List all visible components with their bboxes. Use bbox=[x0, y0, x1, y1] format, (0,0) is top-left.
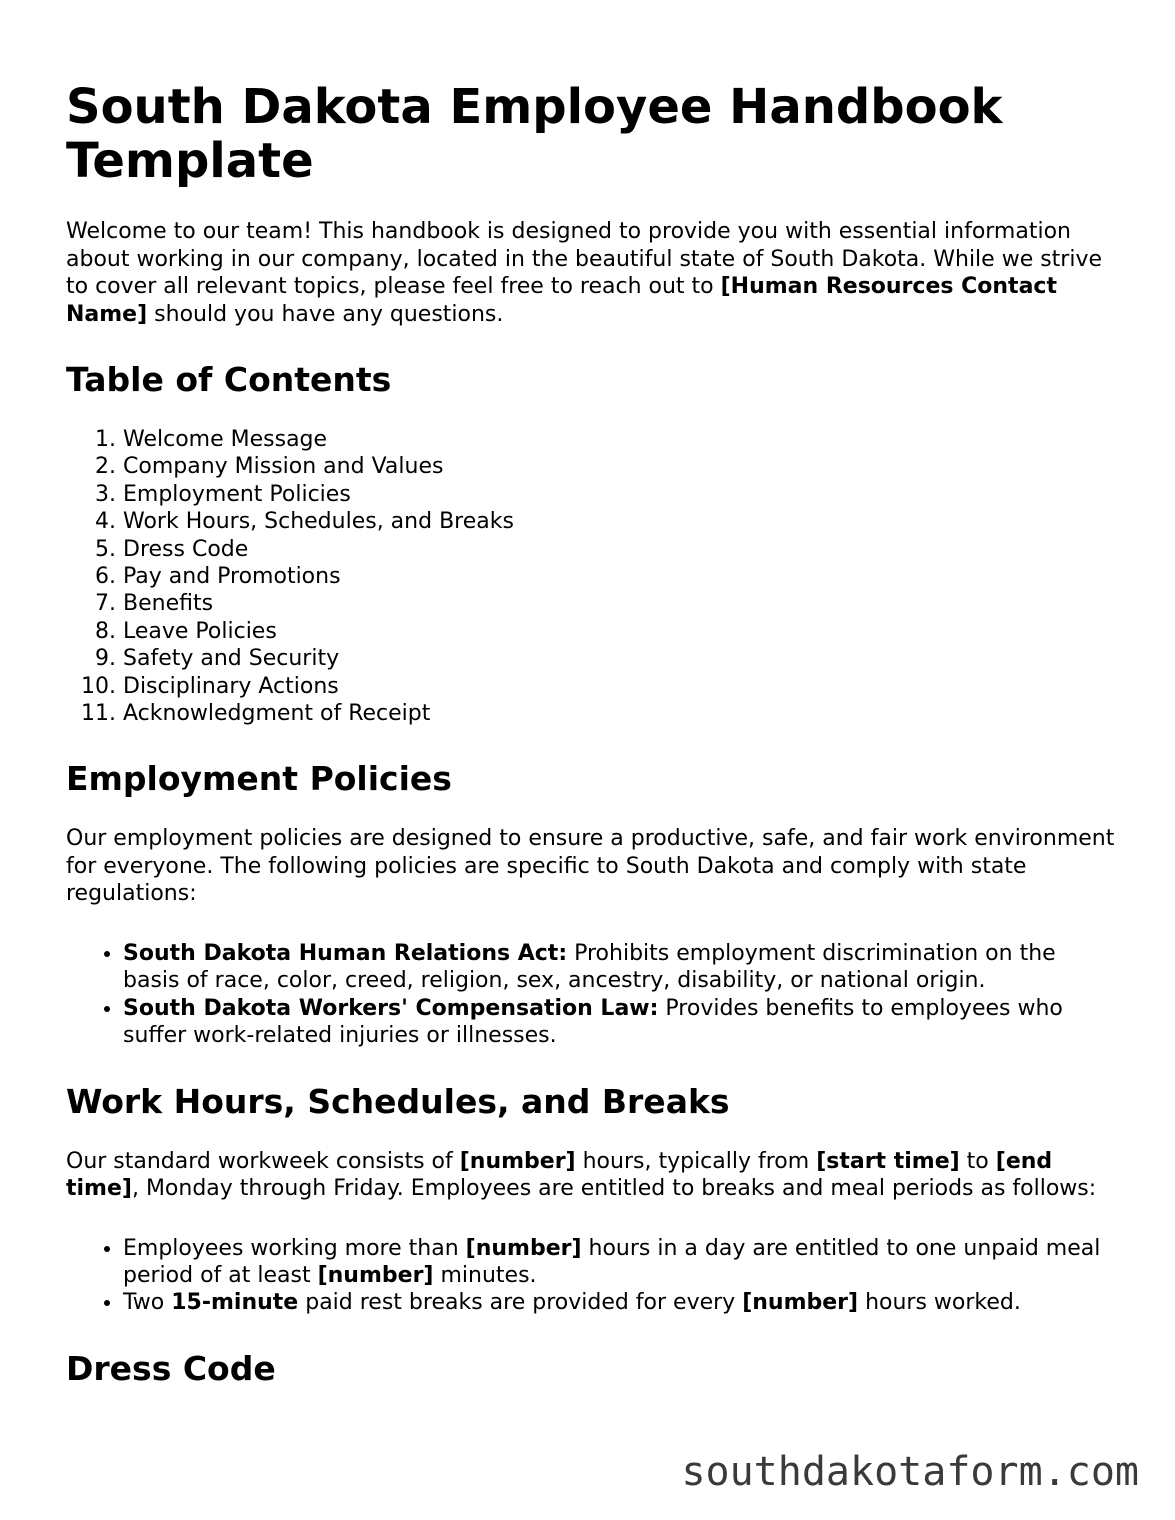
policy-term: South Dakota Workers' Compensation Law: bbox=[123, 995, 659, 1021]
text-run: Our standard workweek consists of bbox=[66, 1148, 460, 1174]
toc-item: 10. Disciplinary Actions bbox=[123, 673, 1116, 700]
breaks-list bbox=[66, 1235, 1116, 1317]
employment-policies-heading: Employment Policies bbox=[66, 759, 452, 799]
text-run: , Monday through Friday. Employees are entitled to breaks and meal periods as follows: bbox=[131, 1176, 1097, 1202]
intro-text: Welcome to our team! This handbook is designed to provide you with essential information about working in our company, located in the beautiful state of South Dakota. While we strive to cover all relevant topics, please feel free to reach out to bbox=[66, 219, 1103, 299]
intro-text-end: should you have any questions. bbox=[147, 301, 504, 327]
toc-item: 4. Work Hours, Schedules, and Breaks bbox=[123, 508, 1116, 535]
text-run: Two bbox=[123, 1290, 172, 1316]
toc-item: 6. Pay and Promotions bbox=[123, 563, 1116, 590]
toc-item: 1. Welcome Message bbox=[123, 426, 1116, 453]
toc-item: 11. Acknowledgment of Receipt bbox=[123, 700, 1116, 727]
number-placeholder: [number] bbox=[317, 1263, 434, 1288]
policy-item-workers-comp bbox=[123, 995, 1116, 1050]
text-run: minutes. bbox=[433, 1263, 537, 1288]
text-run: hours worked. bbox=[858, 1290, 1021, 1316]
duration-emphasis: 15-minute bbox=[171, 1290, 299, 1316]
work-hours-paragraph bbox=[66, 1148, 1116, 1203]
start-time-placeholder: [start time] bbox=[816, 1148, 960, 1174]
toc-heading: Table of Contents bbox=[66, 360, 392, 399]
meal-period-item bbox=[123, 1235, 1116, 1290]
toc-item: 9. Safety and Security bbox=[123, 645, 1116, 672]
rest-break-item bbox=[123, 1289, 1116, 1316]
policy-desc: Prohibits employment discrimination on the basis of race, color, creed, religion, sex, ancestry, disability, or national origin. bbox=[123, 940, 1056, 994]
toc-item: 5. Dress Code bbox=[123, 536, 1116, 563]
employment-policy-list bbox=[66, 940, 1116, 1050]
hr-contact-placeholder: [Human Resources Contact Name] bbox=[66, 274, 1057, 327]
policy-item-human-relations bbox=[123, 940, 1116, 995]
document-page bbox=[66, 80, 1116, 1415]
number-placeholder: [number] bbox=[742, 1290, 859, 1316]
policy-desc: Provides benefits to employees who suffer work-related injuries or illnesses. bbox=[123, 995, 1063, 1049]
number-placeholder: [number] bbox=[459, 1148, 576, 1174]
text-run: paid rest breaks are provided for every bbox=[298, 1290, 743, 1316]
toc-item: 8. Leave Policies bbox=[123, 618, 1116, 645]
text-run: to bbox=[959, 1148, 996, 1174]
intro-paragraph bbox=[66, 218, 1116, 328]
number-placeholder: [number] bbox=[465, 1235, 582, 1261]
toc-item: 7. Benefits bbox=[123, 590, 1116, 617]
text-run: Employees working more than bbox=[123, 1235, 466, 1261]
end-time-placeholder: [end time] bbox=[66, 1148, 1053, 1202]
watermark: southdakotaform.com bbox=[681, 1449, 1139, 1495]
toc-item: 2. Company Mission and Values bbox=[123, 453, 1116, 480]
text-run: hours, typically from bbox=[575, 1148, 817, 1174]
policy-term: South Dakota Human Relations Act: bbox=[123, 940, 568, 966]
employment-intro: Our employment policies are designed to ensure a productive, safe, and fair work environment for everyone. The following policies are specific to South Dakota and comply with state regulations: bbox=[66, 826, 1115, 907]
toc-list bbox=[66, 426, 1116, 727]
toc-item: 3. Employment Policies bbox=[123, 481, 1116, 508]
page-title: South Dakota Employee Handbook Template bbox=[66, 79, 1003, 189]
text-run: hours in a day are entitled to one unpaid meal period of at least bbox=[123, 1235, 1101, 1288]
work-hours-heading: Work Hours, Schedules, and Breaks bbox=[66, 1081, 730, 1121]
dress-code-heading: Dress Code bbox=[66, 1348, 276, 1388]
